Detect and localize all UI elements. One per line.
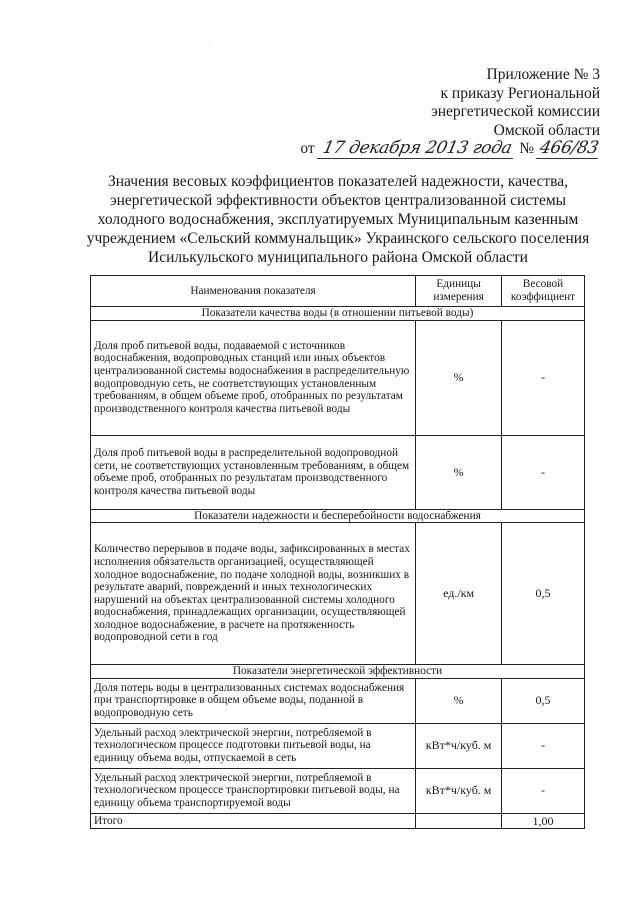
table-row — [91, 678, 585, 723]
header-name: Наименования показателя — [91, 276, 416, 307]
total-coef: 1,00 — [502, 813, 585, 829]
table-row — [91, 435, 585, 509]
document-title: Значения весовых коэффициентов показателей надежности, качества, энергетической эффективности объектов централизованной системы холодного водоснабжения, эксплуатируемых Муниципальным казенным учреждением «Сельский коммунальщик» Украинского сельского поселения Исилькульского муниципального района Омской области — [86, 173, 590, 266]
indicator-unit: кВт*ч/куб. м — [416, 723, 502, 768]
header-unit: Единицы измерения — [416, 276, 502, 307]
total-row — [91, 813, 585, 829]
appendix-line: Приложение № 3 — [486, 66, 600, 83]
section-title: Показатели энергетической эффективности — [91, 665, 585, 679]
appendix-line: Омской области — [493, 121, 600, 139]
indicator-coef: 0,5 — [502, 678, 585, 723]
appendix-line: энергетической комиссии — [431, 103, 600, 120]
table-row — [91, 320, 585, 435]
total-label: Итого — [91, 813, 416, 829]
indicator-name: Удельный расход электрической энергии, потребляемой в технологическом процессе подготовки питьевой воды, на единицу объема воды, отпускаемой в сеть — [91, 723, 416, 768]
table-row — [91, 723, 585, 768]
indicator-coef: - — [502, 768, 585, 813]
section-row — [91, 665, 585, 679]
handwritten-number: 466/83 — [536, 138, 602, 159]
from-label: от — [300, 140, 315, 157]
indicator-name: Доля проб питьевой воды в распределительной водопроводной сети, не соответствующих установленным требованиям, в общем объеме проб, отобранных по результатам производственного контроля качества питьевой воды — [91, 435, 416, 509]
indicator-name: Удельный расход электрической энергии, потребляемой в технологическом процессе транспортировки питьевой воды, на единицу объема транспортируемой воды — [91, 768, 416, 813]
handwritten-date: 17 декабря 2013 года — [316, 138, 517, 159]
table-row — [91, 768, 585, 813]
indicator-name: Количество перерывов в подаче воды, зафиксированных в местах исполнения обязательств организацией, осуществляющей холодное водоснабжение, по подаче холодной воды, возникших в результате аварий, повреждений и иных технологических нарушений на объектах централизованной системы холодного водоснабжения, принадлежащих организации, осуществляющей холодное водоснабжение, в расчете на протяженность водопроводной сети в год — [91, 523, 416, 665]
scan-mark: · — [208, 40, 210, 46]
number-label: № — [519, 140, 534, 157]
appendix-header — [431, 66, 600, 140]
indicator-name: Доля потерь воды в централизованных системах водоснабжения при транспортировке в общем объеме воды, поданной в водопроводную сеть — [91, 678, 416, 723]
coefficients-table — [90, 275, 585, 829]
indicator-name: Доля проб питьевой воды, подаваемой с источников водоснабжения, водопроводных станций или иных объектов централизованной системы водоснабжения в распределительную водопроводную сеть, не соответствующих установленным требованиям, в общем объеме проб, отобранных по результатам производственного контроля качества питьевой воды — [91, 320, 416, 435]
indicator-unit: % — [416, 435, 502, 509]
table-row — [91, 523, 585, 665]
section-title: Показатели надежности и бесперебойности водоснабжения — [91, 509, 585, 523]
indicator-unit: кВт*ч/куб. м — [416, 768, 502, 813]
indicator-coef: - — [502, 435, 585, 509]
header-coef: Весовой коэффициент — [502, 276, 585, 307]
indicator-coef: - — [502, 723, 585, 768]
indicator-unit: % — [416, 678, 502, 723]
section-title: Показатели качества воды (в отношении питьевой воды) — [91, 307, 585, 321]
indicator-coef: - — [502, 320, 585, 435]
total-unit-empty — [416, 813, 502, 829]
indicator-unit: ед./км — [416, 523, 502, 665]
indicator-unit: % — [416, 320, 502, 435]
appendix-line: к приказу Региональной — [440, 84, 600, 102]
section-row — [91, 307, 585, 321]
table-header-row — [91, 276, 585, 307]
order-date-number — [300, 138, 600, 159]
section-row — [91, 509, 585, 523]
indicator-coef: 0,5 — [502, 523, 585, 665]
